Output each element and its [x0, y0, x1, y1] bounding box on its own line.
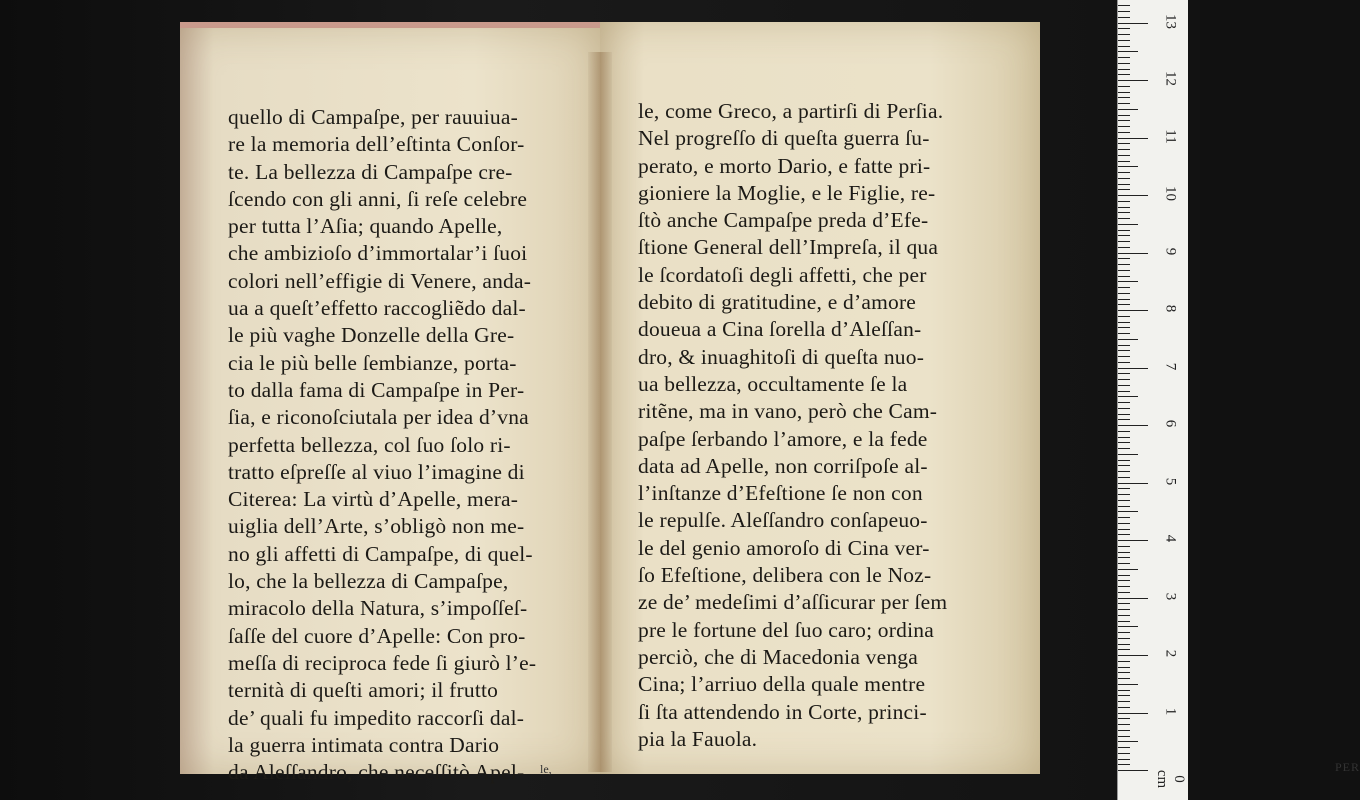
ruler-tick	[1118, 580, 1130, 581]
ruler-tick	[1118, 276, 1130, 277]
ruler-tick	[1118, 448, 1130, 449]
ruler-tick	[1118, 23, 1148, 24]
text-line: le del genio amoroſo di Cina ver-	[638, 535, 930, 560]
ruler-tick	[1118, 414, 1130, 415]
text-line: ze de’ medeſimi d’aſſicurar per ſem	[638, 590, 948, 615]
text-line: perfetta bellezza, col ſuo ſolo ri-	[228, 432, 511, 457]
ruler-tick	[1118, 57, 1130, 58]
ruler-tick	[1118, 270, 1130, 271]
ruler-tick	[1118, 69, 1130, 70]
ruler-tick	[1118, 523, 1130, 524]
text-line: tratto eſpreſſe al viuo l’imagine di	[228, 459, 525, 484]
text-line: no gli affetti di Campaſpe, di quel-	[228, 541, 533, 566]
ruler-tick	[1118, 310, 1148, 311]
ruler-number: 7	[1162, 362, 1179, 370]
ruler-tick	[1118, 552, 1130, 553]
ruler-tick	[1118, 155, 1130, 156]
ruler-number: 4	[1162, 534, 1179, 543]
ruler-tick	[1118, 534, 1130, 535]
ruler-tick	[1118, 615, 1130, 616]
text-line: doueua a Cina ſorella d’Aleſſan-	[638, 317, 922, 342]
ruler-tick	[1118, 138, 1148, 139]
ruler-tick	[1118, 770, 1148, 771]
text-line: ſo Efeſtione, delibera con le Noz-	[638, 563, 932, 588]
ruler-tick	[1118, 28, 1130, 29]
ruler-tick	[1118, 511, 1138, 512]
ruler-tick	[1118, 517, 1130, 518]
ruler-tick	[1118, 46, 1130, 47]
ruler-tick	[1118, 74, 1130, 75]
ruler-tick	[1118, 644, 1130, 645]
ruler-tick	[1118, 678, 1130, 679]
ruler-tick	[1118, 184, 1130, 185]
text-line: quello di Campaſpe, per rauuiua-	[228, 105, 518, 129]
ruler-tick	[1118, 356, 1130, 357]
ruler-tick	[1118, 753, 1130, 754]
text-line: che ambizioſo d’immortalar’i ſuoi	[228, 241, 528, 266]
ruler-tick	[1118, 603, 1130, 604]
text-line: perciò, che di Macedonia venga	[638, 644, 918, 669]
ruler-tick	[1118, 718, 1130, 719]
text-line: da Aleſſandro, che neceſſitò Apel-	[228, 760, 525, 785]
ruler-tick	[1118, 5, 1130, 6]
text-line: colori nell’effigie di Venere, anda-	[228, 268, 532, 293]
ruler-tick	[1118, 506, 1130, 507]
ruler-tick	[1118, 166, 1138, 167]
ruler-number: 8	[1162, 304, 1179, 313]
ruler-tick	[1118, 149, 1130, 150]
ruler-tick	[1118, 86, 1130, 87]
text-line: le ſcordatoſi degli affetti, che per	[638, 262, 927, 287]
ruler-number: 2	[1162, 649, 1179, 658]
ruler-tick	[1118, 345, 1130, 346]
ruler-number: 13	[1162, 13, 1179, 29]
text-line: l’inſtanze d’Efeſtione ſe non con	[638, 481, 923, 506]
ruler-tick	[1118, 460, 1130, 461]
ruler-tick	[1118, 299, 1130, 300]
ruler-tick	[1118, 362, 1130, 363]
ruler-tick	[1118, 17, 1130, 18]
text-line: le repulſe. Aleſſandro conſapeuo-	[638, 508, 928, 533]
ruler-tick	[1118, 465, 1130, 466]
ruler-tick	[1118, 230, 1130, 231]
ruler-tick	[1118, 736, 1130, 737]
left-page	[180, 22, 600, 785]
ruler-tick	[1118, 454, 1138, 455]
ruler-tick	[1118, 172, 1130, 173]
ruler-tick	[1118, 327, 1130, 328]
ruler-tick	[1118, 235, 1130, 236]
ruler-tick	[1118, 540, 1148, 541]
ruler-tick	[1118, 212, 1130, 213]
ruler-tick	[1118, 655, 1148, 656]
ruler-tick	[1118, 253, 1148, 254]
ruler-tick	[1118, 759, 1130, 760]
ruler-tick	[1118, 218, 1130, 219]
ruler-tick	[1118, 109, 1138, 110]
ruler-tick	[1118, 649, 1130, 650]
ruler-tick	[1118, 258, 1130, 259]
ruler-tick	[1118, 161, 1130, 162]
ruler-number: 6	[1162, 419, 1179, 428]
ruler-tick	[1118, 695, 1130, 696]
text-line: per tutta l’Aſia; quando Apelle,	[228, 214, 503, 239]
ruler-number: 1	[1162, 707, 1179, 715]
ruler-number: 3	[1162, 592, 1179, 600]
ruler-number: 12	[1162, 71, 1179, 86]
catchword: le,	[540, 762, 552, 776]
ruler-unit-label: 0 cm	[1154, 769, 1187, 789]
text-line: ua a queſt’effetto raccogliẽdo dal-	[228, 296, 526, 321]
text-line: Nel progreſſo di queſta guerra ſu-	[638, 126, 930, 151]
ruler-tick	[1118, 471, 1130, 472]
ruler-tick	[1118, 667, 1130, 668]
ruler-tick	[1118, 368, 1148, 369]
text-line: meſſa di reciproca fede ſi giurò l’e-	[228, 650, 537, 675]
ruler-tick	[1118, 80, 1148, 81]
text-line: la guerra intimata contra Dario	[228, 732, 500, 757]
ruler-tick	[1118, 11, 1130, 12]
text-line: le, come Greco, a partirſi di Perſia.	[638, 99, 944, 123]
ruler-tick	[1118, 103, 1130, 104]
ruler-tick	[1118, 488, 1130, 489]
ruler-tick	[1118, 241, 1130, 242]
ruler-tick	[1118, 408, 1130, 409]
ruler-tick	[1118, 586, 1130, 587]
text-line: data ad Apelle, non corriſpoſe al-	[638, 453, 928, 478]
ruler-tick	[1118, 529, 1130, 530]
ruler-tick	[1118, 391, 1130, 392]
ruler-tick	[1118, 425, 1148, 426]
ruler-tick	[1118, 63, 1130, 64]
ruler-tick	[1118, 477, 1130, 478]
text-line: pia la Fauola.	[638, 726, 758, 751]
text-line: Citerea: La virtù d’Apelle, mera-	[228, 487, 519, 512]
ruler-tick	[1118, 281, 1138, 282]
ruler-tick	[1118, 385, 1130, 386]
ruler-tick	[1118, 201, 1130, 202]
text-line: lo, che la bellezza di Campaſpe,	[228, 569, 509, 594]
ruler-tick	[1118, 598, 1148, 599]
text-line: debito di gratitudine, e d’amore	[638, 290, 917, 315]
ruler-tick	[1118, 546, 1130, 547]
left-page-text	[228, 104, 578, 786]
text-line: paſpe ſerbando l’amore, e la fede	[638, 426, 928, 451]
ruler-tick	[1118, 178, 1130, 179]
text-line: to dalla fama di Campaſpe in Per-	[228, 377, 525, 402]
ruler-tick	[1118, 626, 1138, 627]
text-line: gioniere la Moglie, e le Figlie, re-	[638, 180, 936, 205]
ruler-tick	[1118, 247, 1130, 248]
ruler-tick	[1118, 621, 1130, 622]
ruler-tick	[1118, 730, 1130, 731]
ruler-tick	[1118, 34, 1130, 35]
ruler-tick	[1118, 126, 1130, 127]
ruler-tick	[1118, 333, 1130, 334]
ruler-number: 10	[1162, 186, 1179, 201]
text-line: ſaſſe del cuore d’Apelle: Con pro-	[228, 623, 526, 648]
ruler-tick	[1118, 304, 1130, 305]
text-line: ſtò anche Campaſpe preda d’Efe-	[638, 208, 929, 233]
ruler-tick	[1118, 707, 1130, 708]
ruler-tick	[1118, 747, 1130, 748]
ruler-tick	[1118, 569, 1138, 570]
text-line: ſtione General dell’Impreſa, il qua	[638, 235, 939, 260]
ruler-tick	[1118, 632, 1130, 633]
text-line: ſi ſta attendendo in Corte, princi-	[638, 699, 927, 724]
ruler-tick	[1118, 287, 1130, 288]
text-line: miracolo della Natura, s’impoſſeſ-	[228, 596, 528, 621]
ruler-tick	[1118, 609, 1130, 610]
ruler-tick	[1118, 575, 1130, 576]
ruler-tick	[1118, 557, 1130, 558]
right-page-text	[638, 98, 1008, 753]
text-line: ternità di queſti amori; il frutto	[228, 678, 499, 703]
ruler-tick	[1118, 97, 1130, 98]
text-line: ſia, e riconoſciutala per idea d’vna	[228, 405, 529, 430]
ruler-number: 9	[1162, 247, 1179, 255]
text-line: ſcendo con gli anni, ſi reſe celebre	[228, 186, 528, 211]
text-line: uiglia dell’Arte, s’obligò non me-	[228, 514, 525, 539]
ruler-tick	[1118, 563, 1130, 564]
text-line: le più vaghe Donzelle della Gre-	[228, 323, 515, 348]
ruler-tick	[1118, 350, 1130, 351]
text-line: perato, e morto Dario, e fatte pri-	[638, 153, 931, 178]
ruler-tick	[1118, 442, 1130, 443]
text-line: Cina; l’arriuo della quale mentre	[638, 672, 926, 697]
ruler-tick	[1118, 396, 1138, 397]
ruler-tick	[1118, 437, 1130, 438]
ruler-tick	[1118, 373, 1130, 374]
ruler-tick	[1118, 724, 1130, 725]
ruler-tick	[1118, 120, 1130, 121]
ruler-tick	[1118, 713, 1148, 714]
next-page-catchword: PER	[1335, 760, 1360, 774]
ruler-tick	[1118, 701, 1130, 702]
ruler-tick	[1118, 494, 1130, 495]
text-line: re la memoria dell’eſtinta Conſor-	[228, 132, 525, 157]
ruler-tick	[1118, 684, 1138, 685]
text-line: de’ quali fu impedito raccorſi dal-	[228, 705, 525, 730]
ruler-tick	[1118, 339, 1138, 340]
ruler-tick	[1118, 132, 1130, 133]
text-line: cia le più belle ſembianze, porta-	[228, 350, 517, 375]
ruler-tick	[1118, 741, 1138, 742]
ruler-tick	[1118, 672, 1130, 673]
ruler-tick	[1118, 207, 1130, 208]
ruler-tick	[1118, 638, 1130, 639]
ruler-tick	[1118, 224, 1138, 225]
text-line: pre le fortune del ſuo caro; ordina	[638, 617, 934, 642]
ruler-tick	[1118, 592, 1130, 593]
text-line: dro, & inuaghitoſi di queſta nuo-	[638, 344, 925, 369]
book-gutter	[588, 52, 612, 772]
ruler-tick	[1118, 92, 1130, 93]
ruler-tick	[1118, 322, 1130, 323]
ruler-tick	[1118, 402, 1130, 403]
ruler-tick	[1118, 51, 1138, 52]
ruler-tick	[1118, 690, 1130, 691]
ruler-tick	[1118, 661, 1130, 662]
ruler-tick	[1118, 419, 1130, 420]
ruler-tick	[1118, 500, 1130, 501]
ruler-tick	[1118, 316, 1130, 317]
measurement-ruler	[1117, 0, 1188, 800]
ruler-tick	[1118, 143, 1130, 144]
ruler-tick	[1118, 764, 1130, 765]
ruler-tick	[1118, 195, 1148, 196]
ruler-tick	[1118, 431, 1130, 432]
text-line: ritẽne, ma in vano, però che Cam-	[638, 399, 938, 424]
ruler-tick	[1118, 189, 1130, 190]
ruler-tick	[1118, 483, 1148, 484]
text-line: ua bellezza, occultamente ſe la	[638, 371, 908, 396]
ruler-tick	[1118, 293, 1130, 294]
ruler-tick	[1118, 264, 1130, 265]
ruler-tick	[1118, 379, 1130, 380]
text-line: te. La bellezza di Campaſpe cre-	[228, 159, 513, 184]
ruler-tick	[1118, 40, 1130, 41]
ruler-number: 5	[1162, 477, 1179, 485]
ruler-tick	[1118, 115, 1130, 116]
ruler-number: 11	[1162, 128, 1179, 144]
